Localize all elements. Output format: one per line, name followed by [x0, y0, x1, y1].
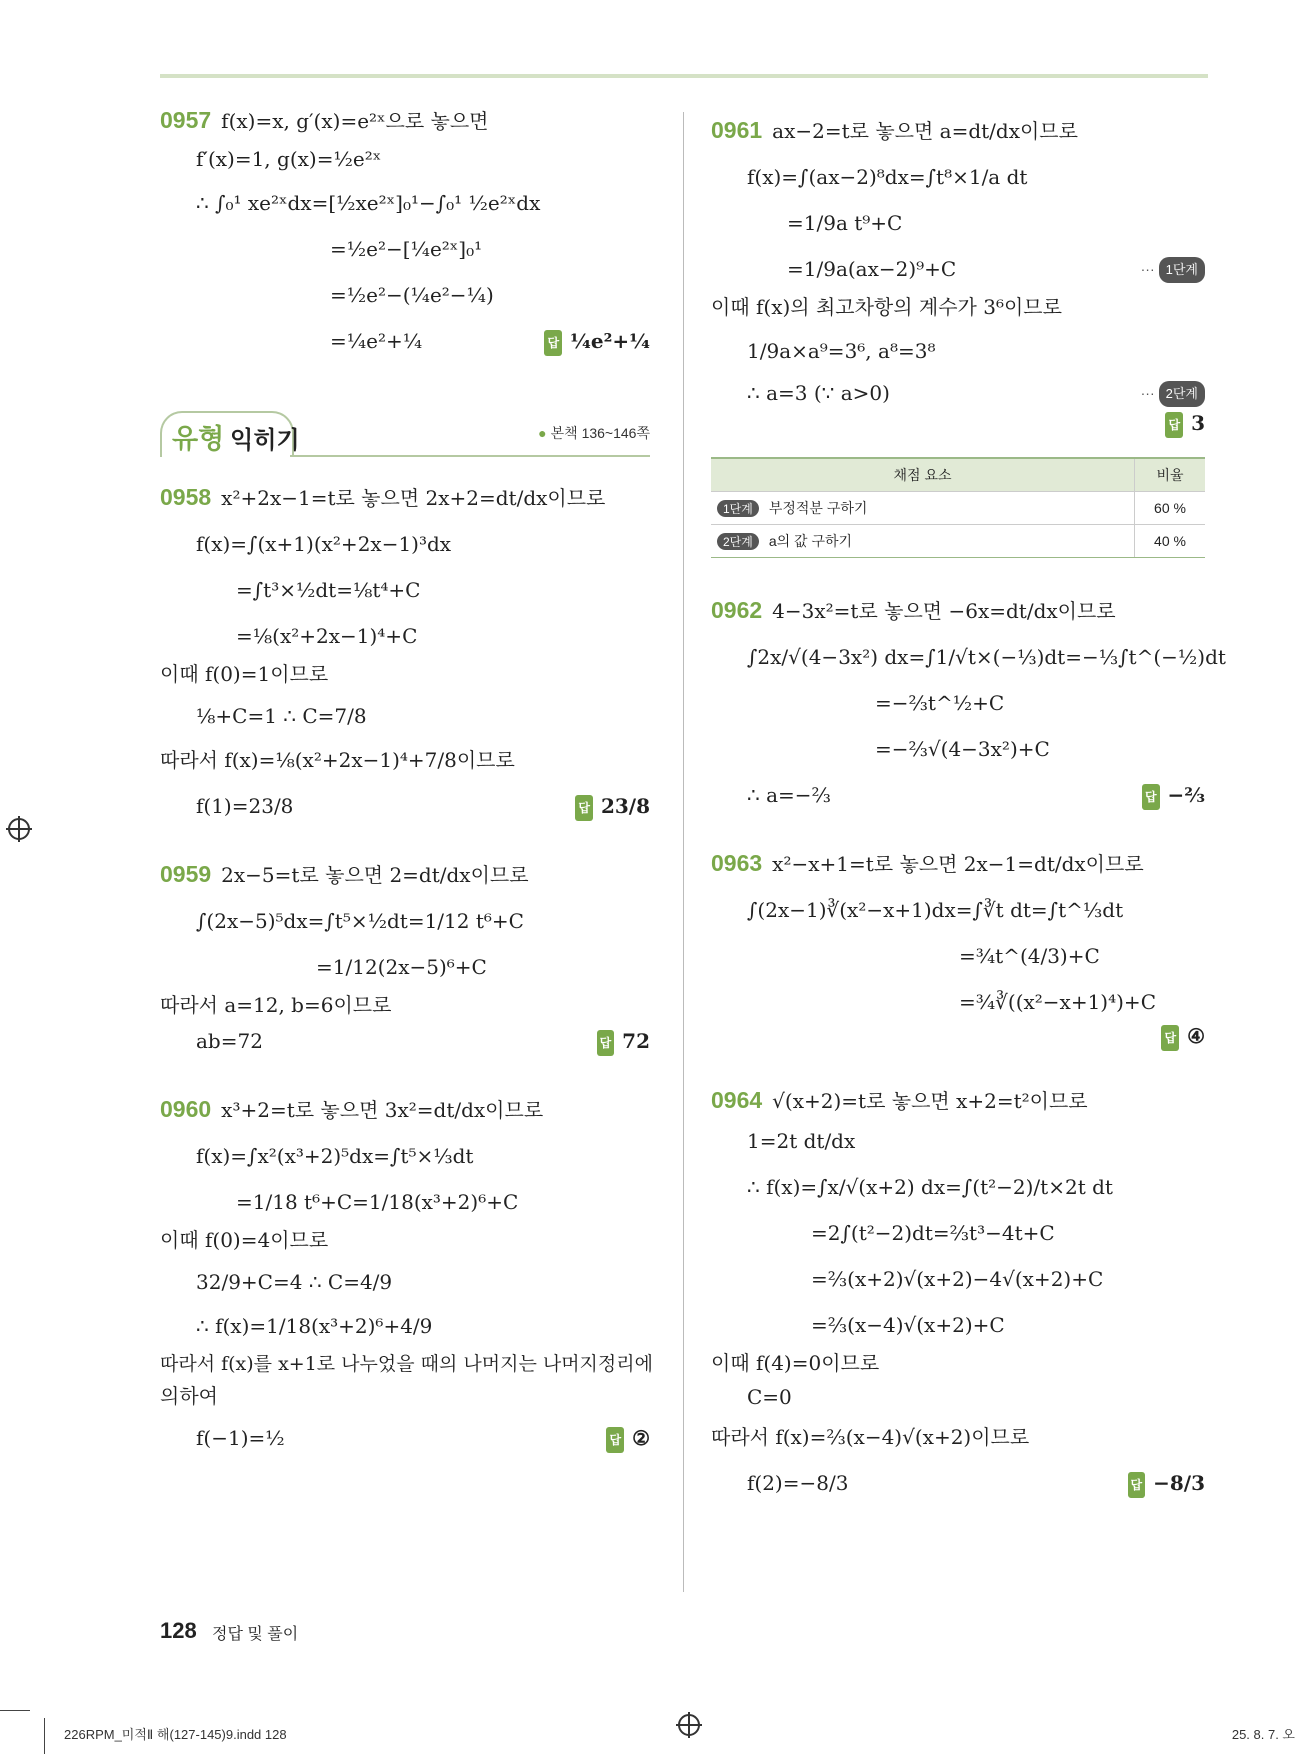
- registration-mark-icon: [678, 1714, 700, 1736]
- print-slug-right: 25. 8. 7. 오: [1231, 1727, 1295, 1742]
- problem-0958: 0958 x²+2x−1=t로 놓으면 2x+2=dt/dx이므로 f(x)=∫(x+1)(x²+2x−1)³dx =∫t³×½dt=⅛t⁴+C =⅛(x²+2x−1)⁴+C 이때 f(0)=1이므로 ⅛+C=1 ∴ C=7/8 따라서 f(x)=⅛(x²+2x−1)⁴+7/8이므로 f(1)=23/8 답 23/8: [160, 485, 650, 818]
- top-rule: [160, 74, 1208, 78]
- problem-0962: 0962 4−3x²=t로 놓으면 −6x=dt/dx이므로 ∫2x/√(4−3x²) dx=∫1/√t×(−⅓)dt=−⅓∫t^(−½)dt =−⅔t^½+C =−⅔√(4−3x²)+C ∴ a=−⅔ 답 −⅔: [711, 598, 1205, 807]
- step-2-marker: ··· 2단계: [1141, 381, 1205, 407]
- problem-0959: 0959 2x−5=t로 놓으면 2=dt/dx이므로 ∫(2x−5)⁵dx=∫t⁵×½dt=1/12 t⁶+C =1/12(2x−5)⁶+C 따라서 a=12, b=6이므로 ab=72 답 72: [160, 862, 650, 1053]
- answer-0961: 답 3: [1165, 411, 1205, 438]
- right-column: [711, 108, 1226, 1495]
- problem-0960: 0960 x³+2=t로 놓으면 3x²=dt/dx이므로 f(x)=∫x²(x³+2)⁵dx=∫t⁵×⅓dt =1/18 t⁶+C=1/18(x³+2)⁶+C 이때 f(0)=4이므로 32/9+C=4 ∴ C=4/9 ∴ f(x)=1/18(x³+2)⁶+4/9 따라서 f(x)를 x+1로 나누었을 때의 나머지는 나머지정리에 의하여 f(−1)=½ 답 ②: [160, 1097, 650, 1450]
- answer-0958: 답 23/8: [575, 794, 650, 821]
- crop-mark: [0, 1710, 30, 1711]
- footer-label: 정답 및 풀이: [212, 1626, 299, 1643]
- print-slug-left: 226RPM_미적Ⅱ 해(127-145)9.indd 128: [64, 1727, 287, 1742]
- problem-0957: 0957 f(x)=x, g′(x)=e²ˣ으로 놓으면 f′(x)=1, g(x)=½e²ˣ ∴ ∫₀¹ xe²ˣdx=[½xe²ˣ]₀¹−∫₀¹ ½e²ˣdx =½e²−[¼e²ˣ]₀¹ =½e²−(¼e²−¼) =¼e²+¼ 답 ¼e²+¼: [160, 108, 650, 353]
- grading-table: 채점 요소 비율 1단계 부정적분 구하기 60 % 2단계 a의 값 구하기 40 %: [711, 457, 1205, 558]
- table-row: 1단계 부정적분 구하기 60 %: [711, 492, 1205, 525]
- column-divider: [683, 112, 684, 1592]
- answer-0964: 답 −8/3: [1128, 1471, 1206, 1498]
- answer-0960: 답 ②: [606, 1426, 650, 1453]
- page-number: 128: [160, 1618, 197, 1643]
- left-column: [160, 107, 653, 1450]
- section-header: [160, 403, 650, 459]
- answer-0963: 답 ④: [1161, 1024, 1205, 1051]
- section-title: 유형 익히기: [172, 424, 300, 454]
- step-1-marker: ··· 1단계: [1141, 257, 1205, 283]
- table-row: 2단계 a의 값 구하기 40 %: [711, 525, 1205, 558]
- section-reference: ● 본책 136~146쪽: [538, 425, 650, 441]
- problem-0961: 0961 ax−2=t로 놓으면 a=dt/dx이므로 f(x)=∫(ax−2)⁸dx=∫t⁸×1/a dt =1/9a t⁹+C =1/9a(ax−2)⁹+C ··· 1단계 이때 f(x)의 최고차항의 계수가 3⁶이므로 1/9a×a⁹=3⁶, a⁸=3⁸ ∴ a=3 (∵ a>0) ··· 2단계 답 3: [711, 118, 1205, 435]
- problem-0963: 0963 x²−x+1=t로 놓으면 2x−1=dt/dx이므로 ∫(2x−1)∛(x²−x+1)dx=∫∛t dt=∫t^⅓dt =¾t^(4/3)+C =¾∛((x²−x+1)⁴)+C 답 ④: [711, 851, 1205, 1048]
- problem-0964: 0964 √(x+2)=t로 놓으면 x+2=t²이므로 1=2t dt/dx ∴ f(x)=∫x/√(x+2) dx=∫(t²−2)/t×2t dt =2∫(t²−2)dt=⅔t³−4t+C =⅔(x+2)√(x+2)−4√(x+2)+C =⅔(x−4)√(x+2)+C 이때 f(4)=0이므로 C=0 따라서 f(x)=⅔(x−4)√(x+2)이므로 f(2)=−8/3 답 −8/3: [711, 1088, 1205, 1495]
- problem-number: 0957: [160, 107, 212, 133]
- answer-0957: 답 ¼e²+¼: [544, 329, 650, 356]
- answer-0962: 답 −⅔: [1142, 783, 1205, 810]
- answer-0959: 답 72: [597, 1029, 650, 1056]
- crop-mark: [44, 1718, 45, 1754]
- registration-mark-icon: [8, 818, 30, 840]
